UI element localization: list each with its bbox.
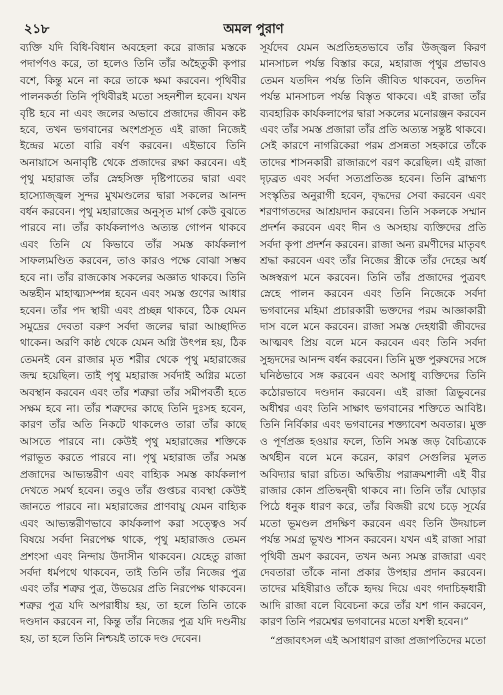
right-column xyxy=(260,40,486,649)
page-number: ২১৮ xyxy=(24,22,50,37)
right-column-quote: “প্রজাবৎসল এই অসাধারণ রাজা প্রজাপতিদের মতো xyxy=(270,634,486,647)
text-columns xyxy=(20,40,487,649)
running-title: অমল পুরাণ xyxy=(223,22,284,37)
page-header xyxy=(20,14,487,38)
left-column-paragraph: ব্যক্তি যদি বিধি-বিধান অবহেলা করে রাজার মস্তকে পদার্পণও করে, তা হলেও তিনি তাঁর অহৈতুকী কৃপার বশে, কিন্তু মনে না করে তাকে ক্ষমা করবেন। পৃথিবীর পালনকর্তা তিনি পৃথিবীরই মতো সহনশীল হবেন। যখন বৃষ্টি হবে না এবং জলের অভাবে প্রজাদের জীবন কষ্ট হবে, তখন ভগবানের অংশপ্রসূত এই রাজা নিজেই ইন্দ্রের মতো বারি বর্ষণ করবেন। এইভাবে তিনি অনায়াসে অনাবৃষ্টি থেকে প্রজাদের রক্ষা করবেন। এই পৃথু মহারাজ তাঁর স্নেহসিক্ত দৃষ্টিপাতের দ্বারা এবং হাস্যোজ্জ্বল সুন্দর মুখমণ্ডলের দ্বারা সকলের আনন্দ বর্ধন করবেন। পৃথু মহারাজের অনুসৃত মার্গ কেউ বুঝতে পারবে না। তাঁর কার্যকলাপও অত্যন্ত গোপন থাকবে এবং তিনি যে কিভাবে তাঁর সমস্ত কার্যকলাপ সাফল্যমণ্ডিত করবেন, তাও কারও পক্ষে বোঝা সম্ভব হবে না। তাঁর রাজকোষ সকলের অজ্ঞাত থাকবে। তিনি অন্তহীন মাহাত্ম্যসম্পন্ন হবেন এবং সমস্ত গুণের আধার হবেন। তাঁর পদ স্থায়ী এবং প্রচ্ছন্ন থাকবে, ঠিক যেমন সমুদ্রের দেবতা বরুণ সর্বদা জলের দ্বারা আচ্ছাদিত থাকেন। অরণি কাষ্ঠ থেকে যেমন অগ্নি উৎপন্ন হয়, ঠিক তেমনই বেন রাজার মৃত শরীর থেকে পৃথু মহারাজের জন্ম হয়েছিল। তাই পৃথু মহারাজ সর্বদাই অগ্নির মতো অবস্থান করবেন এবং তাঁর শত্রুরা তাঁর সমীপবর্তী হতে সক্ষম হবে না। তাঁর শত্রুদের কাছে তিনি দুঃসহ হবেন, কারণ তাঁর অতি নিকটে থাকলেও তারা তাঁর কাছে আসতে পারবে না। কেউই পৃথু মহারাজের শক্তিকে পরাভূত করতে পারবে না। পৃথু মহারাজ তাঁর সমস্ত প্রজাদের আভ্যন্তরীণ এবং বাহ্যিক সমস্ত কার্যকলাপ দেখতে সমর্থ হবেন। তবুও তাঁর গুপ্তচর ব্যবস্থা কেউই জানতে পারবে না। মহারাজের প্রাণবায়ু যেমন বাহ্যিক এবং আভ্যন্তরীণভাবে কার্যকলাপ করা সত্ত্বেও সর্ব বিষয়ে সর্বদা নিরপেক্ষ থাকে, পৃথু মহারাজও তেমন প্রশংসা এবং নিন্দায় উদাসীন থাকবেন। যেহেতু রাজা সর্বদা ধর্মপথে থাকবেন, তাই তিনি তাঁর নিজের পুত্র এবং তাঁর শত্রুর পুত্র, উভয়ের প্রতি নিরপেক্ষ থাকবেন। শত্রুর পুত্র যদি অপরাধীয় হয়, তা হলে তিনি তাকে দণ্ডদান করবেন না, কিন্তু তাঁর নিজের পুত্র যদি দণ্ডনীয় হয়, তা হলে তিনি নিশ্চয়ই তাকে দণ্ড দেবেন। xyxy=(20,42,246,645)
right-column-paragraph: সূর্যদেব যেমন অপ্রতিহতভাবে তাঁর উজ্জ্বল কিরণ মানসাচল পর্যন্ত বিস্তার করে, মহারাজ পৃথুর প্রভাবও তেমন যতদিন পর্যন্ত তিনি জীবিত থাকবেন, ততদিন পর্যন্ত মানসাচল পর্যন্ত বিস্তৃত থাকবে। এই রাজা তাঁর ব্যবহারিক কার্যকলাপের দ্বারা সকলের মনোরঞ্জন করবেন এবং তাঁর সমস্ত প্রজারা তাঁর প্রতি অত্যন্ত সন্তুষ্ট থাকবে। সেই কারণে নাগরিকেরা পরম প্রসন্নতা সহকারে তাঁকে তাদের শাসনকারী রাজারূপে বরণ করেছিল। এই রাজা দৃঢ়ব্রত এবং সর্বদা সত্যপ্রতিজ্ঞ হবেন। তিনি ব্রাহ্মণ্য সংস্কৃতির অনুরাগী হবেন, বৃদ্ধদের সেবা করবেন এবং শরণাগতদের আশ্রয়দান করবেন। তিনি সকলকে সম্মান প্রদর্শন করবেন এবং দীন ও অসহায় ব্যক্তিদের প্রতি সর্বদা কৃপা প্রদর্শন করবেন। রাজা অন্য রমণীদের মাতৃবৎ শ্রদ্ধা করবেন এবং তাঁর নিজের স্ত্রীকে তাঁর দেহের অর্ধ অঙ্গস্বরূপ মনে করবেন। তিনি তাঁর প্রজাদের পুত্রবৎ স্নেহে পালন করবেন এবং তিনি নিজেকে সর্বদা ভগবানের মহিমা প্রচারকারী ভক্তদের পরম আজ্ঞাকারী দাস বলে মনে করবেন। রাজা সমস্ত দেহধারী জীবদের আত্মবৎ প্রিয় বলে মনে করবেন এবং তিনি সর্বদা সুহৃদদের আনন্দ বর্ধন করবেন। তিনি মুক্ত পুরুষদের সঙ্গে ঘনিষ্ঠভাবে সঙ্গ করবেন এবং অসাধু ব্যক্তিদের তিনি কঠোরভাবে দণ্ডদান করবেন। এই রাজা ত্রিভুবনের অধীশ্বর এবং তিনি সাক্ষাৎ ভগবানের শক্তিতে আবিষ্ট। তিনি নির্বিকার এবং ভগবানের শক্ত্যাবেশ অবতার। মুক্ত ও পূর্ণপ্রজ্ঞ হওয়ার ফলে, তিনি সমস্ত জড় বৈচিত্র্যকে অর্থহীন বলে মনে করেন, কারণ সেগুলির মূলত অবিদ্যার দ্বারা রচিত। অদ্বিতীয় পরাক্রমশালী এই বীর রাজার কোন প্রতিদ্বন্দ্বী থাকবে না। তিনি তাঁর ঘোড়ার পিঠে ধনুক ধারণ করে, তাঁর বিজয়ী রথে চড়ে সূর্যের মতো ভূমণ্ডল প্রদক্ষিণ করবেন এবং তিনি উদয়াচল পর্যন্ত সমগ্র ভূখণ্ড শাসন করবেন। যখন এই রাজা সারা পৃথিবী ভ্রমণ করবেন, তখন অন্য সমস্ত রাজারা এবং দেবতারা তাঁকে নানা প্রকার উপহার প্রদান করবেন। তাদের মহিষীরাও তাঁকে হৃদয় দিয়ে এবং গদাচিহ্নধারী আদি রাজা বলে বিবেচনা করে তাঁর যশ গান করবেন, কারণ তিনি পরমেশ্বর ভগবানের মতো যশস্বী হবেন।” xyxy=(260,42,486,629)
left-column xyxy=(20,40,246,649)
